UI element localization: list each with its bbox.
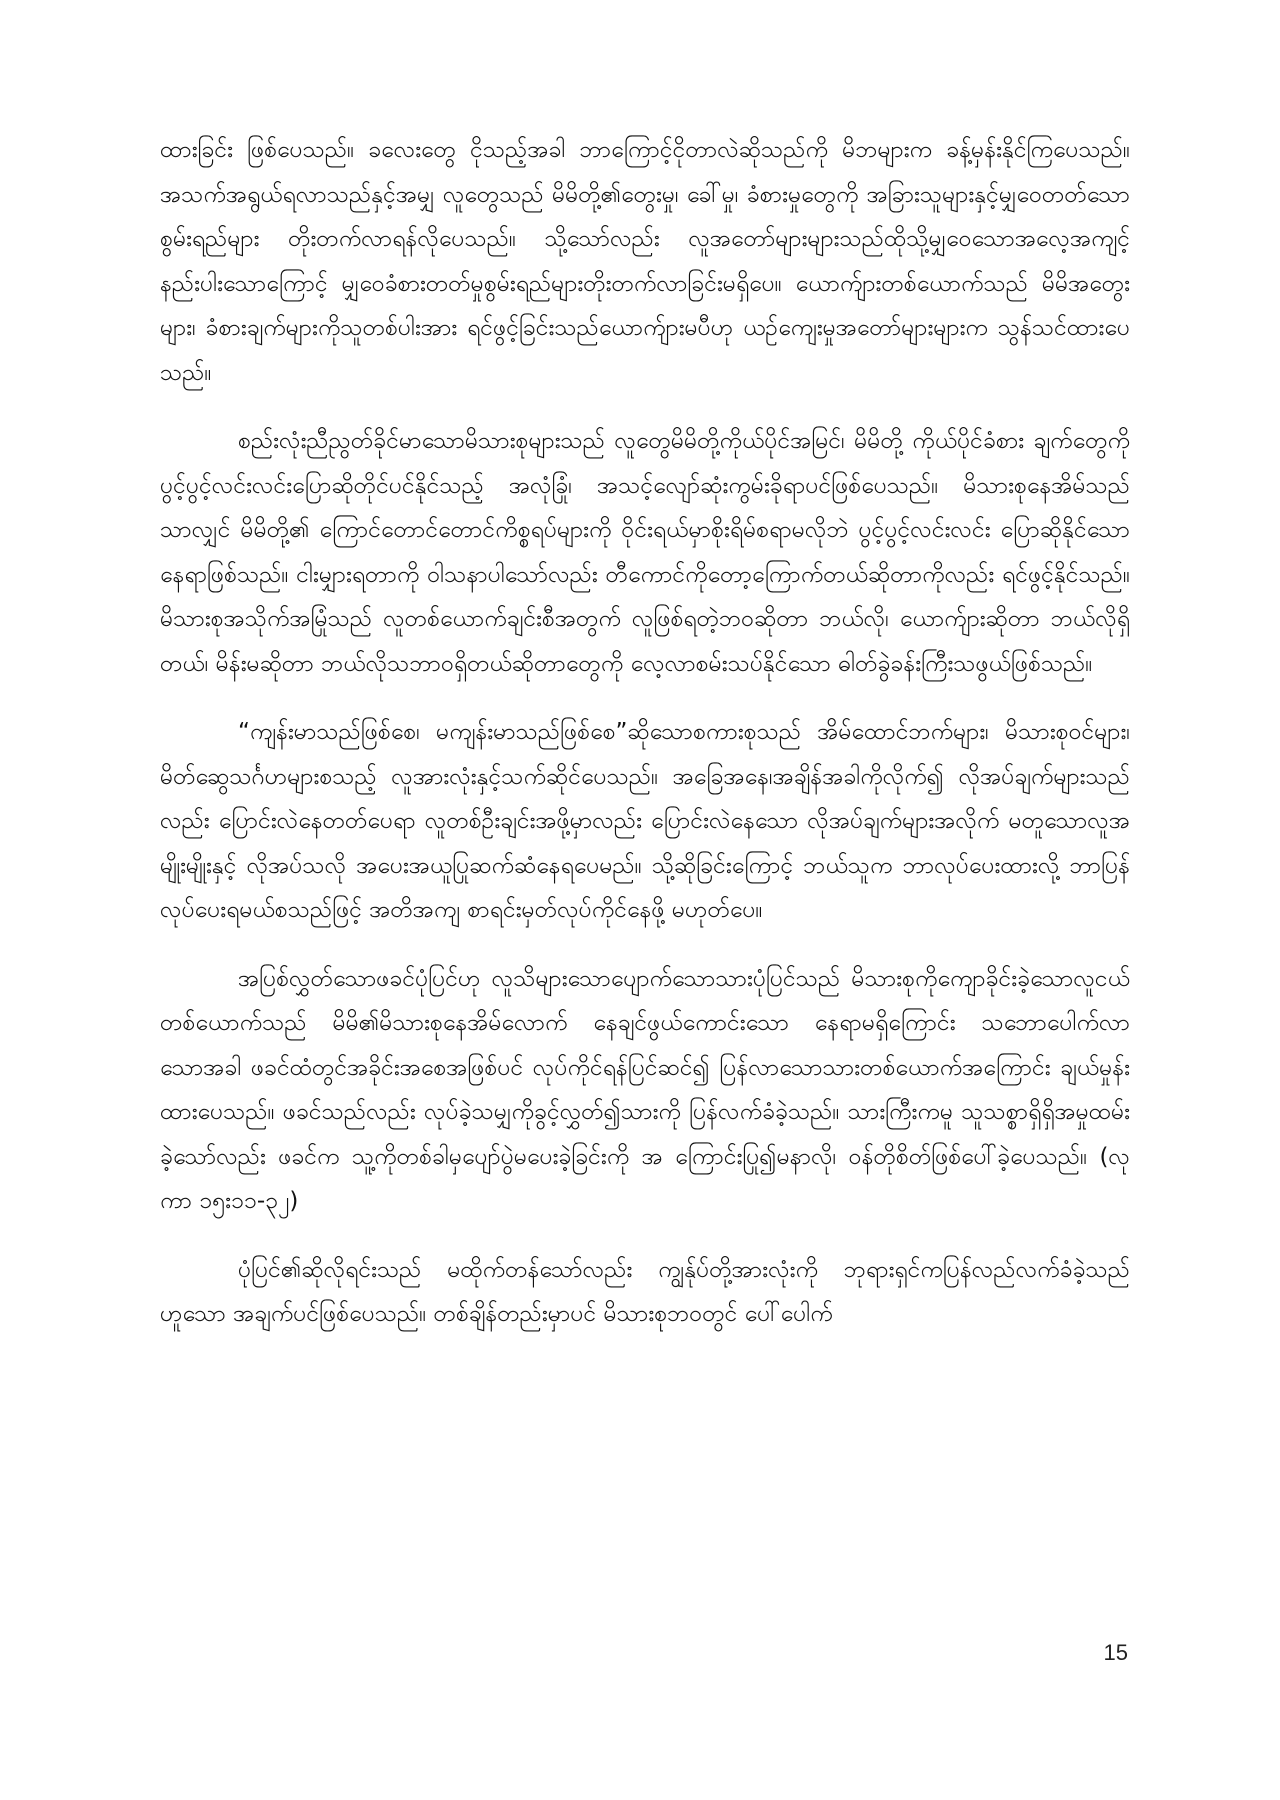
paragraph: ပုံပြင်၏ဆိုလိုရင်းသည် မထိုက်တန်သော်လည်း ကျွန်ုပ်တို့အားလုံးကို ဘုရားရှင်ကပြန်လည်လက်ခံခဲ့သည်ဟူသော အချက်ပင်ဖြစ်ပေသည်။ တစ်ချိန်တည်းမှာပင် မိသားစုဘဝတွင် ပေါ်ပေါက်: [160, 1256, 1130, 1327]
paragraph: ထားခြင်း ဖြစ်ပေသည်။ ခလေးတွေ ငိုသည့်အခါ ဘာကြောင့်ငိုတာလဲဆိုသည်ကို မိဘများက ခန့်မှန်းနိုင်ကြပေသည်။ အသက်အရွယ်ရလာသည်နှင့်အမျှ လူတွေသည် မိမိတို့၏တွေးမှု၊ ခေါ်မှု၊ ခံစားမှုတွေကို အခြားသူများနှင့်မျှဝေတတ်သော စွမ်းရည်များ တိုးတက်လာရန်လိုပေသည်။ သို့သော်လည်း လူအတော်များများသည်ထိုသို့မျှဝေသောအလေ့အကျင့်နည်းပါးသောကြောင့် မျှဝေခံစားတတ်မှုစွမ်းရည်များတိုးတက်လာခြင်းမရှိပေ။ ယောက်ျားတစ်ယောက်သည် မိမိအတွေးများ၊ ခံစားချက်များကိုသူတစ်ပါးအား ရင်ဖွင့်ခြင်းသည်ယောက်ျားမပီဟု ယဉ်ကျေးမှုအတော်များများက သွန်သင်ထားပေသည်။: [160, 137, 1130, 386]
paragraph: အပြစ်လွှတ်သောဖခင်ပုံပြင်ဟု လူသိများသောပျောက်သောသားပုံပြင်သည် မိသားစုကိုကျောခိုင်းခဲ့သောလူငယ်တစ်ယောက်သည် မိမိ၏မိသားစုနေအိမ်လောက် နေချင်ဖွယ်ကောင်းသော နေရာမရှိကြောင်း သဘောပေါက်လာသောအခါ ဖခင်ထံတွင်အခိုင်းအစေအဖြစ်ပင် လုပ်ကိုင်ရန်ပြင်ဆင်၍ ပြန်လာသောသားတစ်ယောက်အကြောင်း ချယ်မှုန်းထားပေသည်။ ဖခင်သည်လည်း လုပ်ခဲ့သမျှကိုခွင့်လွှတ်၍သားကို ပြန်လက်ခံခဲ့သည်။ သားကြီးကမူ သူသစ္စာရှိရှိအမှုထမ်းခဲ့သော်လည်း ဖခင်က သူ့ကိုတစ်ခါမှပျော်ပွဲမပေးခဲ့ခြင်းကို အ ကြောင်းပြု၍မနာလို၊ ဝန်တိုစိတ်ဖြစ်ပေါ်ခဲ့ပေသည်။ (လုကာ ၁၅း၁၁-၃၂): [160, 965, 1130, 1214]
paragraph: “ကျန်းမာသည်ဖြစ်စေ၊ မကျန်းမာသည်ဖြစ်စေ”ဆိုသောစကားစုသည် အိမ်ထောင်ဘက်များ၊ မိသားစုဝင်များ၊ မိတ်ဆွေသင်္ဂဟများစသည့် လူအားလုံးနှင့်သက်ဆိုင်ပေသည်။ အခြေအနေ၊အချိန်အခါကိုလိုက်၍ လိုအပ်ချက်များသည်လည်း ပြောင်းလဲနေတတ်ပေရာ လူတစ်ဦးချင်းအဖို့မှာလည်း ပြောင်းလဲနေသော လိုအပ်ချက်များအလိုက် မတူသောလူအမျိုးမျိုးနှင့် လိုအပ်သလို အပေးအယူပြုဆက်ဆံနေရပေမည်။ သို့ဆိုခြင်းကြောင့် ဘယ်သူက ဘာလုပ်ပေးထားလို့ ဘာပြန်လုပ်ပေးရမယ်စသည်ဖြင့် အတိအကျ စာရင်းမှတ်လုပ်ကိုင်နေဖို့ မဟုတ်ပေ။: [160, 719, 1130, 923]
paragraph: စည်းလုံးညီညွတ်ခိုင်မာသောမိသားစုများသည် လူတွေမိမိတို့ကိုယ်ပိုင်အမြင်၊ မိမိတို့ ကိုယ်ပိုင်ခံစား ချက်တွေကို ပွင့်ပွင့်လင်းလင်းပြောဆိုတိုင်ပင်နိုင်သည့် အလုံခြုံ၊ အသင့်လျော်ဆုံးကွမ်းခိုရာပင်ဖြစ်ပေသည်။ မိသားစုနေအိမ်သည်သာလျှင် မိမိတို့၏ ကြောင်တောင်တောင်ကိစ္စရပ်များကို ဝိုင်းရယ်မှာစိုးရိမ်စရာမလိုဘဲ ပွင့်ပွင့်လင်းလင်း ပြောဆိုနိုင်သော နေရာဖြစ်သည်။ ငါးမျှားရတာကို ဝါသနာပါသော်လည်း တီကောင်ကိုတော့ကြောက်တယ်ဆိုတာကိုလည်း ရင်ဖွင့်နိုင်သည်။ မိသားစုအသိုက်အမြုံသည် လူတစ်ယောက်ချင်းစီအတွက် လူဖြစ်ရတဲ့ဘဝဆိုတာ ဘယ်လို၊ ယောက်ျားဆိုတာ ဘယ်လိုရှိတယ်၊ မိန်းမဆိုတာ ဘယ်လိုသဘာဝရှိတယ်ဆိုတာတွေကို လေ့လာစမ်းသပ်နိုင်သော ဓါတ်ခွဲခန်းကြီးသဖွယ်ဖြစ်သည်။: [160, 428, 1130, 677]
document-body: [160, 128, 1130, 1361]
page-number: 15: [1103, 1640, 1128, 1665]
